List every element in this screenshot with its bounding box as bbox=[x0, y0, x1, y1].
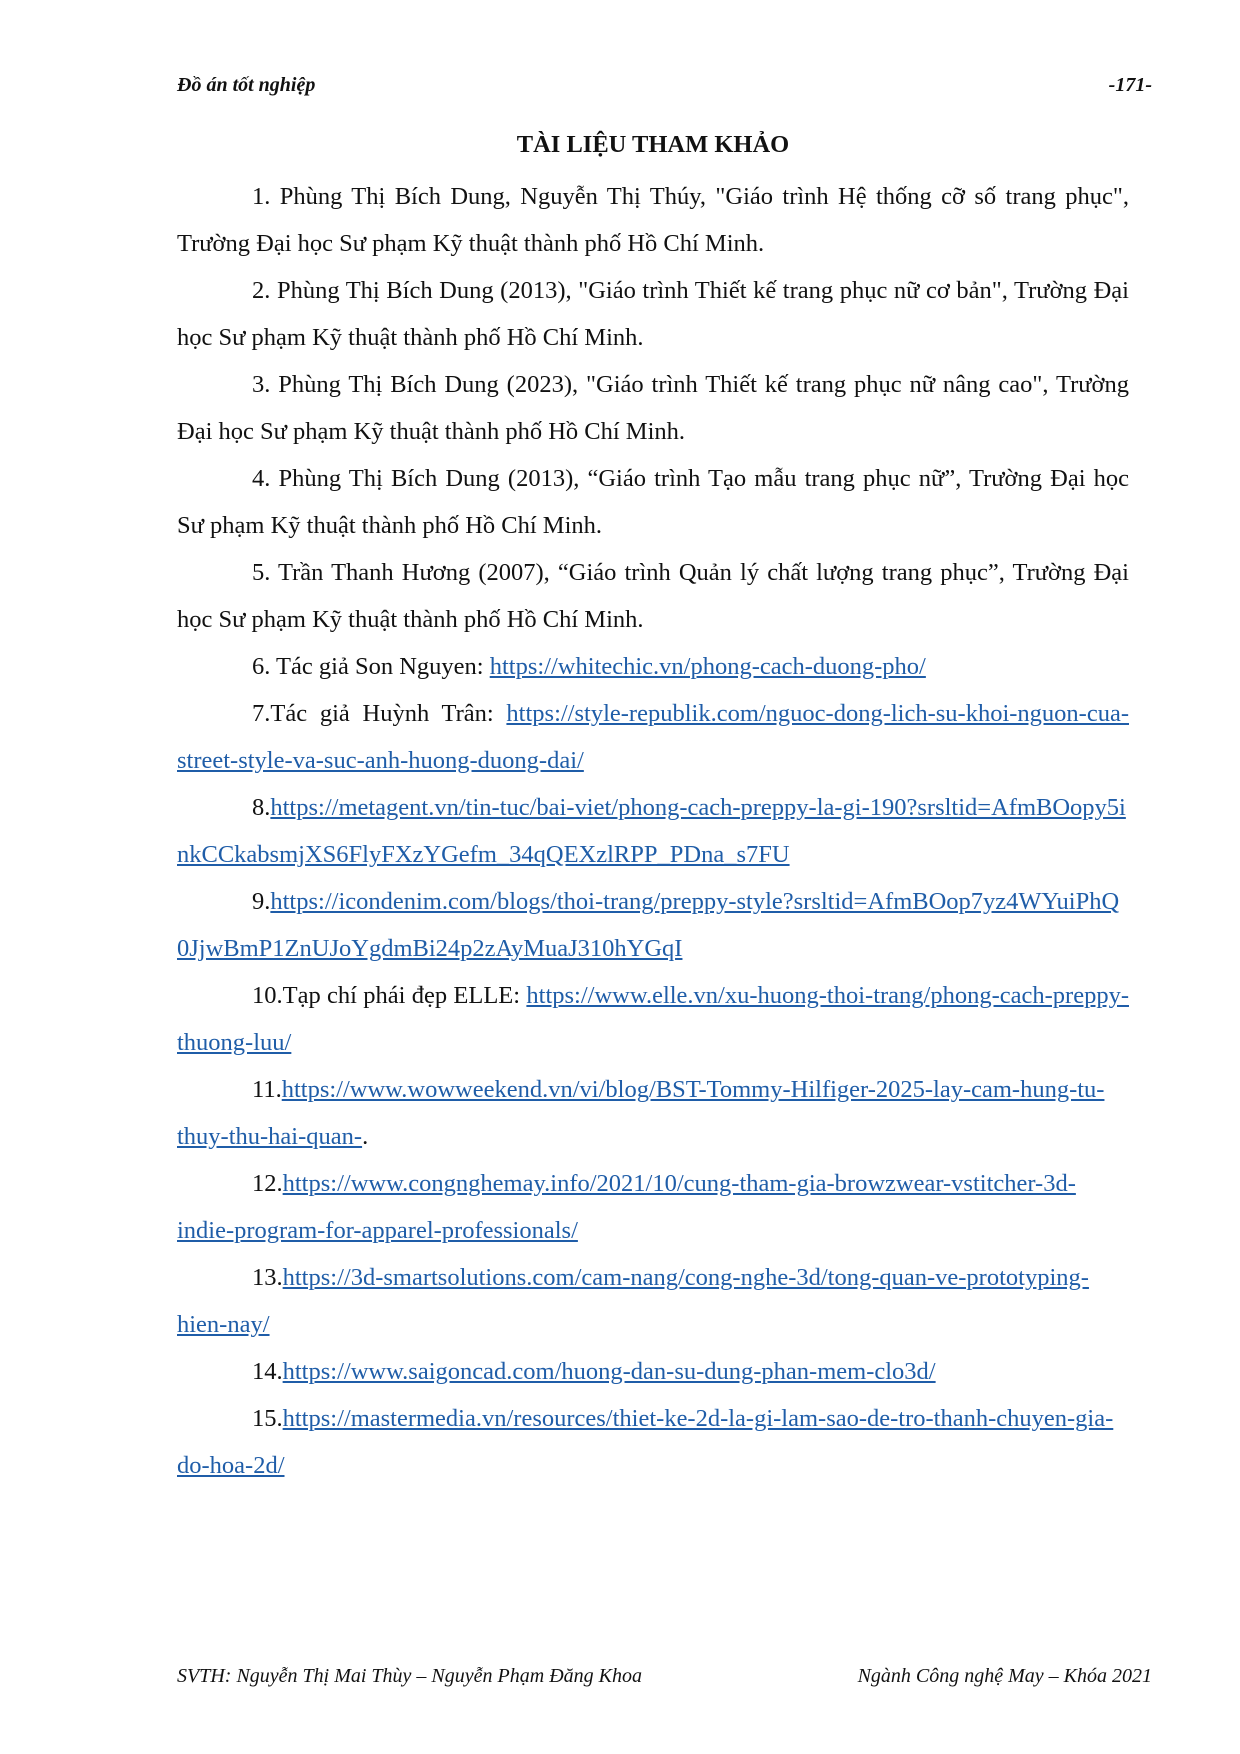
reference-link[interactable]: https://mastermedia.vn/resources/thiet-ke-2d-la-gi-lam-sao-de-tro-thanh-chuyen-gia-do-hoa-2d/ bbox=[177, 1405, 1114, 1479]
reference-text: 7.Tác giả Huỳnh Trân: bbox=[252, 700, 507, 727]
reference-link[interactable]: https://www.congnghemay.info/2021/10/cung-tham-gia-browzwear-vstitcher-3d-indie-program-for-apparel-professionals/ bbox=[177, 1170, 1076, 1244]
reference-text: 9. bbox=[252, 888, 271, 915]
reference-item-9 bbox=[177, 878, 1129, 972]
reference-link[interactable]: https://www.elle.vn/xu-huong-thoi-trang/phong-cach-preppy-thuong-luu/ bbox=[177, 982, 1129, 1056]
reference-text: 1. Phùng Thị Bích Dung, Nguyễn Thị Thúy, "Giáo trình Hệ thống cỡ số trang phục", Trường Đại học Sư phạm Kỹ thuật thành phố Hồ Chí Minh. bbox=[177, 183, 1129, 257]
reference-text: 8. bbox=[252, 794, 271, 821]
reference-item-14 bbox=[177, 1348, 1129, 1395]
reference-item-1 bbox=[177, 173, 1129, 267]
reference-text: 2. Phùng Thị Bích Dung (2013), "Giáo trình Thiết kế trang phục nữ cơ bản", Trường Đại học Sư phạm Kỹ thuật thành phố Hồ Chí Minh. bbox=[177, 277, 1129, 351]
reference-text: 11. bbox=[252, 1076, 282, 1103]
reference-item-8 bbox=[177, 784, 1129, 878]
reference-text: 12. bbox=[252, 1170, 283, 1197]
reference-link[interactable]: https://whitechic.vn/phong-cach-duong-pho/ bbox=[489, 653, 926, 680]
reference-item-5 bbox=[177, 549, 1129, 643]
reference-text: 13. bbox=[252, 1264, 283, 1291]
header-title: Đồ án tốt nghiệp bbox=[177, 74, 316, 96]
reference-item-7 bbox=[177, 690, 1129, 784]
reference-link[interactable]: https://style-republik.com/nguoc-dong-lich-su-khoi-nguon-cua-street-style-va-suc-anh-huong-duong-dai/ bbox=[177, 700, 1129, 774]
reference-text: 15. bbox=[252, 1405, 283, 1432]
reference-item-12 bbox=[177, 1160, 1129, 1254]
reference-item-4 bbox=[177, 455, 1129, 549]
reference-item-3 bbox=[177, 361, 1129, 455]
page-number: -171- bbox=[1108, 74, 1152, 96]
reference-link[interactable]: https://www.saigoncad.com/huong-dan-su-dung-phan-mem-clo3d/ bbox=[282, 1358, 936, 1385]
footer-authors: SVTH: Nguyễn Thị Mai Thùy – Nguyễn Phạm Đăng Khoa bbox=[177, 1665, 642, 1687]
reference-link[interactable]: https://3d-smartsolutions.com/cam-nang/cong-nghe-3d/tong-quan-ve-prototyping-hien-nay/ bbox=[177, 1264, 1089, 1338]
reference-link[interactable]: https://icondenim.com/blogs/thoi-trang/preppy-style?srsltid=AfmBOop7yz4WYuiPhQ0JjwBmP1ZnUJoYgdmBi24p2zAyMuaJ310hYGqI bbox=[177, 888, 1120, 962]
reference-item-2 bbox=[177, 267, 1129, 361]
reference-item-10 bbox=[177, 972, 1129, 1066]
reference-text: 3. Phùng Thị Bích Dung (2023), "Giáo trình Thiết kế trang phục nữ nâng cao", Trường Đại học Sư phạm Kỹ thuật thành phố Hồ Chí Minh. bbox=[177, 371, 1129, 445]
reference-item-11 bbox=[177, 1066, 1129, 1160]
section-title: TÀI LIỆU THAM KHẢO bbox=[516, 131, 790, 158]
reference-text: 10.Tạp chí phái đẹp ELLE: bbox=[252, 982, 527, 1009]
reference-text: 4. Phùng Thị Bích Dung (2013), “Giáo trình Tạo mẫu trang phục nữ”, Trường Đại học Sư phạm Kỹ thuật thành phố Hồ Chí Minh. bbox=[177, 465, 1129, 539]
reference-link[interactable]: https://www.wowweekend.vn/vi/blog/BST-Tommy-Hilfiger-2025-lay-cam-hung-tu-thuy-thu-hai-quan- bbox=[177, 1076, 1105, 1150]
footer-program: Ngành Công nghệ May – Khóa 2021 bbox=[857, 1665, 1152, 1687]
reference-text: 6. Tác giả Son Nguyen: bbox=[252, 653, 490, 680]
reference-text: 14. bbox=[252, 1358, 283, 1385]
reference-item-15 bbox=[177, 1395, 1129, 1489]
reference-text: 5. Trần Thanh Hương (2007), “Giáo trình Quản lý chất lượng trang phục”, Trường Đại học Sư phạm Kỹ thuật thành phố Hồ Chí Minh. bbox=[177, 559, 1129, 633]
reference-list bbox=[177, 173, 1129, 1489]
reference-trailing-period: . bbox=[362, 1123, 369, 1150]
reference-item-13 bbox=[177, 1254, 1129, 1348]
reference-link[interactable]: https://metagent.vn/tin-tuc/bai-viet/phong-cach-preppy-la-gi-190?srsltid=AfmBOopy5inkCCkabsmjXS6FlyFXzYGefm_34qQEXzlRPP_PDna_s7FU bbox=[177, 794, 1126, 868]
reference-item-6 bbox=[177, 643, 1129, 690]
